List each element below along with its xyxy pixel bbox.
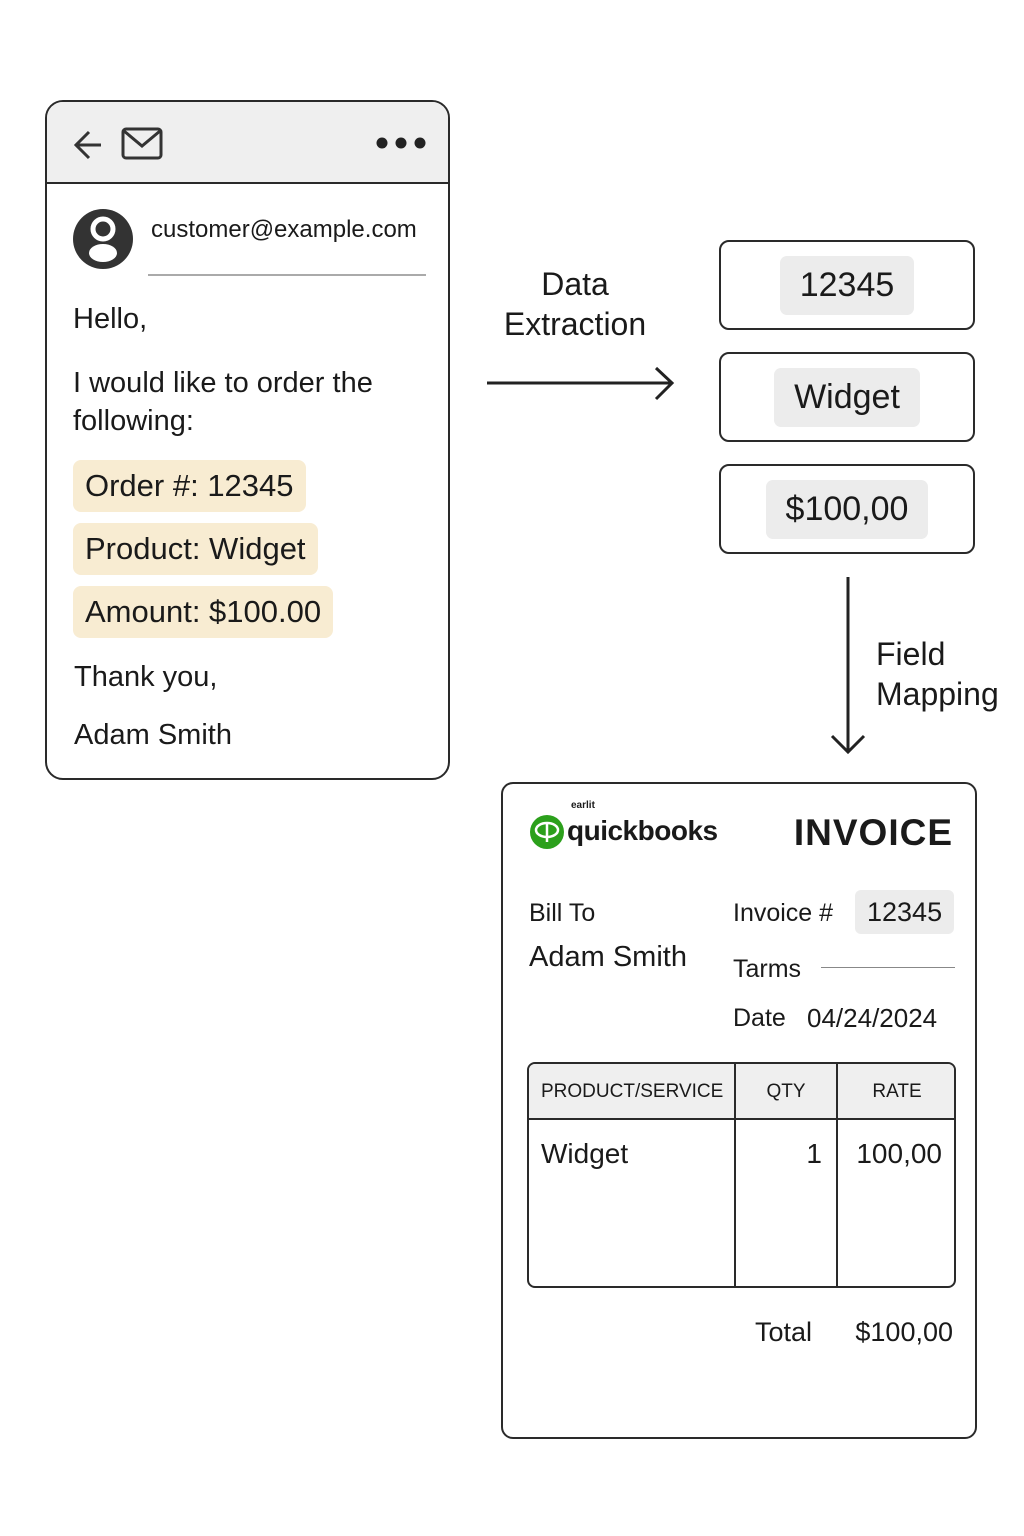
divider [148,274,426,276]
logo-text: quickbooks [567,815,718,846]
right-arrow-icon [486,366,678,402]
label-line: Mapping [876,676,999,712]
date-label: Date [733,1004,786,1032]
bill-to-name: Adam Smith [529,941,687,973]
down-arrow-icon [830,576,866,758]
label-line: Data [541,266,609,302]
extracted-field-amount [719,464,975,554]
row-qty: 1 [806,1138,822,1169]
closing: Thank you, [74,661,218,693]
column-header-product: PRODUCT/SERVICE [541,1081,724,1102]
invoice-number-label: Invoice # [733,899,834,927]
avatar [72,208,134,270]
label-line: Field [876,636,946,672]
column-header-rate: RATE [872,1081,922,1102]
invoice-date: 04/24/2024 [807,1003,938,1033]
row-product: Widget [541,1138,629,1169]
extracted-field-product [719,352,975,442]
field-mapping-label [876,634,999,714]
invoice [501,782,977,1439]
data-extraction-label [485,264,665,344]
signature: Adam Smith [74,719,232,751]
terms-field [821,967,955,968]
highlight-order: Order #: 12345 [73,460,306,512]
total-label: Total [755,1317,813,1347]
extracted-value: Widget [774,368,920,427]
extracted-field-order [719,240,975,330]
label-line: Extraction [503,306,647,342]
back-arrow-icon[interactable] [73,128,105,162]
quickbooks-logo-icon [529,814,565,850]
sender-email: customer@example.com [151,216,417,243]
email-toolbar [47,102,448,184]
invoice-title: INVOICE [793,812,953,853]
email-window [45,100,450,780]
invoice-number: 12345 [855,890,954,934]
mail-icon [121,127,163,161]
highlight-product: Product: Widget [73,523,318,575]
column-header-qty: QTY [766,1081,806,1102]
body-text: I would like to order the following: [73,367,373,437]
more-options-icon[interactable] [375,136,427,150]
greeting: Hello, [73,303,148,335]
extracted-value: 12345 [780,256,915,315]
extracted-value: $100,00 [766,480,929,539]
row-rate: 100,00 [856,1138,942,1169]
line-items-table [527,1062,956,1288]
highlight-amount: Amount: $100.00 [73,586,333,638]
bill-to-label: Bill To [529,899,596,927]
total-amount: $100,00 [855,1317,953,1347]
terms-label: Tarms [733,955,802,983]
logo-small-text: earlit [571,800,595,811]
